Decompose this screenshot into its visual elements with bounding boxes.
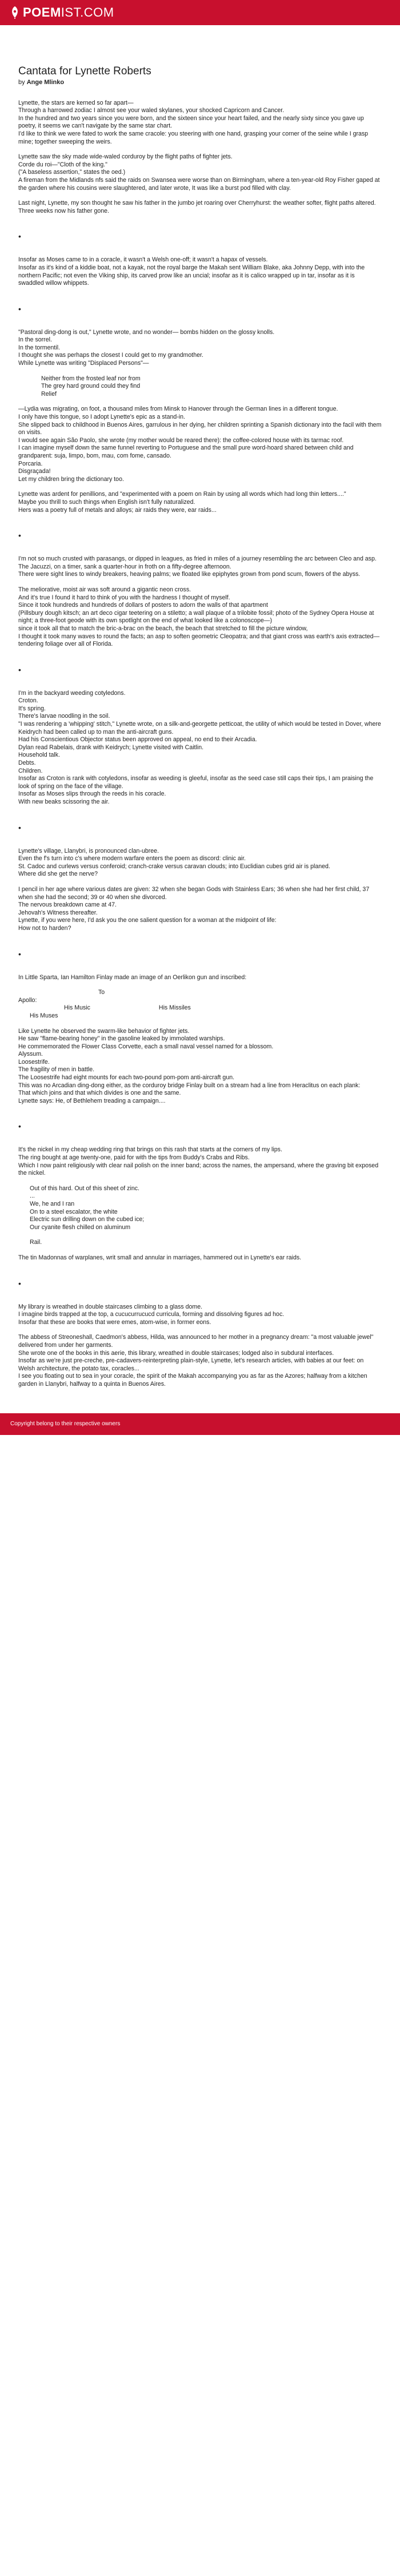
stanza (18, 1185, 382, 1232)
section-separator: • (18, 665, 21, 674)
stanza (18, 1334, 382, 1388)
section-separator: • (18, 304, 21, 313)
stanza (18, 1146, 382, 1177)
poem-line: Rail. (30, 1239, 42, 1246)
poem-line: Had his Conscientious Objector status been approved on appeal, no end to their Arcadia. (18, 736, 257, 744)
poem-line: And it's true I found it hard to think of you with the hardness I thought of myself. (18, 594, 230, 601)
poem-line: In the hundred and two years since you were born, and the sixteen since your heart failed, and the nearly sixty since you gave up poetry, it seems we can't navigate by the same star chart. (18, 114, 366, 130)
brand-bold: POEM (23, 5, 61, 19)
poem-line: I'm not so much crusted with parasangs, or dipped in leagues, as fried in miles of a journey resembling the arc between Cleo and asp. (18, 555, 377, 563)
poem-line: His Music His Missiles (64, 1004, 191, 1012)
poem-content (0, 25, 400, 1413)
poem-line: He saw "flame-bearing honey" in the gasoline leaked by immolated warships. (18, 1035, 225, 1043)
stanza (18, 886, 382, 933)
poem-line: He commemorated the Flower Class Corvette, each a small naval vessel named for a blossom. (18, 1043, 274, 1050)
poem-line: We, he and I ran (30, 1200, 75, 1207)
poem-line: Three weeks now his father gone. (18, 207, 109, 214)
stanza (18, 974, 382, 982)
section-separator: • (18, 949, 21, 959)
poem-line: I see you floating out to sea in your coracle, the spirit of the Makah accompanying you as far as the Azores; halfway from a kitchen garden in Llanybri, halfway to a quinta in Buenos Aires. (18, 1373, 369, 1388)
poem-line: I'd like to think we were fated to work the same cracole: you steering with one hand, grasping your corner of the seine while I grasp mine; together sweeping the weirs. (18, 130, 370, 145)
poem-line: St. Cadoc and curlews versus conferoid; cranch-crake versus caravan clouds; into Euclidian cubes grid air is planed. (18, 862, 330, 870)
poem-line: Insofar as we're just pre-creche, pre-cadavers-reinterpreting plain-style, Lynette, let's research articles, with babies at our feet: on Welsh architecture, the potato tax, coracles... (18, 1357, 366, 1372)
poem-line: The tin Madonnas of warplanes, writ small and annular in marriages, hammered out in Lynette's ear raids. (18, 1254, 302, 1261)
poem-line: ... (30, 1192, 35, 1200)
poem-line: Debts. (18, 760, 36, 767)
poem-line: In Little Sparta, Ian Hamilton Finlay made an image of an Oerlikon gun and inscribed: (18, 973, 247, 981)
poem-line: ("A baseless assertion," states the oed.) (18, 169, 126, 176)
poem-line: Hers was a poetry full of metals and alloys; air raids they were, ear raids... (18, 506, 217, 514)
poem-line: Relief (41, 390, 57, 397)
poem-line: With new beaks scissoring the air. (18, 798, 110, 805)
poem-line: I thought she was perhaps the closest I could get to my grandmother. (18, 352, 203, 359)
byline (18, 79, 382, 87)
stanza (18, 406, 382, 483)
poem-line: How not to harden? (18, 924, 71, 932)
stanza (18, 375, 382, 399)
poem-line: She slipped back to childhood in Buenos Aires, garrulous in her dying, her children sprinting a Spanish dictionary into the facil with them on visits. (18, 421, 383, 436)
poem-line: There's larvae noodling in the soil. (18, 713, 110, 720)
poem-line: I only have this tongue, so I adopt Lynette's epic as a stand-in. (18, 414, 185, 421)
poem-line: The meliorative, moist air was soft around a gigantic neon cross. (18, 586, 191, 593)
poem-line: Lynette's village, Llanybri, is pronounced clan-ubree. (18, 847, 159, 854)
author-link[interactable]: Ange Mlinko (26, 79, 65, 86)
section-separator: • (18, 1122, 21, 1131)
poem-line: Since it took hundreds and hundreds of dollars of posters to adorn the walls of that apartment (18, 602, 268, 609)
poem-line: Let my children bring the dictionary too. (18, 475, 124, 483)
poem-line: Insofar as Moses slips through the reeds in his coracle. (18, 790, 166, 798)
poem-line: Children. (18, 767, 43, 774)
poem-line: On to a steel escalator, the white (30, 1208, 118, 1215)
poem-line: since it took all that to match the bric-a-brac on the beach, the beach that stretched to fill the picture window, (18, 625, 308, 632)
site-header (0, 0, 400, 25)
poem-line: tendering foliage over all of Florida. (18, 641, 113, 648)
section-separator: • (18, 232, 21, 241)
poem-line: Last night, Lynette, my son thought he saw his father in the jumbo jet roaring over Cherryhurst: the weather softer, flight paths altered. (18, 200, 376, 207)
poem-line: Jehovah's Witness thereafter. (18, 909, 98, 916)
poem-line: Lynette saw the sky made wide-waled corduroy by the flight paths of fighter jets. (18, 153, 233, 161)
poem-line: Through a harrowed zodiac I almost see your waled skylanes, your shocked Capricorn and Cancer. (18, 107, 285, 114)
poem-line: The Jacuzzi, on a timer, sank a quarter-hour in froth on a fifty-degree afternoon. (18, 563, 231, 570)
poem-line: Dylan read Rabelais, drank with Keidrych; Lynette visited with Caitlin. (18, 744, 204, 751)
poem-line: Household talk. (18, 752, 61, 759)
poem-line: The fragility of men in battle. (18, 1066, 95, 1074)
poem-line: In the tormentil. (18, 344, 61, 351)
poem-line: This was no Arcadian ding-dong either, as the corduroy bridge Finlay built on a stream had a line from Heraclitus on each plank: (18, 1082, 361, 1089)
poem-line: —Lydia was migrating, on foot, a thousand miles from Minsk to Hanover through the German lines in a different tongue. (18, 406, 338, 413)
poem-line: In the sorrel. (18, 336, 52, 344)
stanza (18, 848, 382, 878)
poem-line: It's the nickel in my cheap wedding ring that brings on this rash that starts at the corners of my lips. (18, 1146, 282, 1154)
section-separator: • (18, 531, 21, 540)
poem-line: I can imagine myself down the same funnel reverting to Portuguese and the small pure word-hoard shared between child and grandparent: suja, limpo, bom, mau, com fome, cansado. (18, 444, 355, 459)
poem-line: While Lynette was writing "Displaced Persons"— (18, 360, 149, 367)
poem-line: She wrote one of the books in this aerie, this library, wreathed in double staircases; lodged also in subdural interfaces. (18, 1349, 334, 1357)
poem-body (18, 100, 382, 1389)
stanza (18, 153, 382, 192)
poem-line: Even the f's turn into c's where modern warfare enters the poem as discord: clinic air. (18, 855, 246, 862)
poem-line: I'm in the backyard weeding cotyledons. (18, 689, 126, 697)
poem-line: Our cyanite flesh chilled on aluminum (30, 1223, 131, 1231)
poem-line: Insofar as it's kind of a kiddie boat, not a kayak, not the royal barge the Makah sent William Blake, aka Johnny Depp, with into the northern Pacific; not even the Viking ship, its carved prow like an uncial; insofar as it is calico wrapped up in tar, insofar as it is swaddled willow whippets. (18, 264, 367, 287)
poem-line: The ring bought at age twenty-one, paid for with the tips from Buddy's Crabs and Ribs. (18, 1154, 250, 1162)
stanza (18, 200, 382, 215)
poem-line: Porcaria. (18, 460, 43, 467)
poem-line: Alyssum. (18, 1051, 43, 1058)
poem-line: The nervous breakdown came at 47. (18, 901, 117, 909)
brand-thin: IST.COM (61, 5, 114, 19)
stanza (18, 586, 382, 649)
poem-line: Insofar as Croton is rank with cotyledons, insofar as weeding is gleeful, insofar as the seed case still caps their tips, I am praising the look of spring on the face of the village. (18, 775, 375, 790)
poem-line: I would see again São Paolo, she wrote (my mother would be reared there): the coffee-colored house with its tarmac roof. (18, 436, 344, 444)
poem-line: Insofar as Moses came to in a coracle, it wasn't a Welsh one-off; it wasn't a hapax of vessels. (18, 256, 268, 264)
poem-line: Disgraçada! (18, 468, 51, 475)
poem-line: Like Lynette he observed the swarm-like behavior of fighter jets. (18, 1027, 190, 1035)
poem-line: Croton. (18, 697, 38, 705)
stanza (18, 1239, 382, 1247)
stanza (18, 256, 382, 287)
poem-line: Lynette, the stars are kerned so far apart— (18, 99, 134, 106)
poem-line: Electric sun drilling down on the cubed ice; (30, 1216, 145, 1223)
poem-line: "Pastoral ding-dong is out," Lynette wrote, and no wonder— bombs hidden on the glossy knolls. (18, 328, 275, 336)
stanza (18, 491, 382, 514)
poem-line: Maybe you thrill to such things when English isn't fully naturalized. (18, 498, 195, 506)
poem-line: (Pillsbury dough kitsch; an art deco cigar teetering on a stiletto; a wall plaque of a trilobite fossil; photo of the Sydney Opera House at night; a three-foot geode with its own spotlight on the end of what looked like a colonoscope—) (18, 609, 376, 625)
stanza (18, 989, 382, 1020)
poem-line: The grey hard ground could they find (41, 383, 141, 390)
poem-line: Apollo: (18, 996, 37, 1004)
stanza (18, 555, 382, 579)
by-label: by (18, 79, 25, 86)
poem-line: Insofar that these are books that were emes, atom-wise, in former eons. (18, 1318, 211, 1326)
quill-icon (10, 6, 19, 19)
stanza (18, 1028, 382, 1106)
copyright-text: Copyright belong to their respective owners (10, 1421, 121, 1427)
poem-line: Out of this hard. Out of this sheet of zinc. (30, 1184, 139, 1192)
poem-line: Loosestrife. (18, 1058, 50, 1066)
stanza (18, 329, 382, 368)
poem-line: Lynette says: He, of Bethlehem treading a campaign.... (18, 1097, 166, 1104)
poem-line: That which joins and that which divides is one and the same. (18, 1090, 181, 1097)
poem-line: His Muses (30, 1012, 58, 1019)
poem-line: A fireman from the Midlands nfs said the raids on Swansea were worse than on Birmingham, where a ten-year-old Roy Fisher gaped at the garden where his cousins were slaughtered, and later wrote, It was like a burst pod filled with clay. (18, 176, 382, 192)
section-separator: • (18, 822, 21, 832)
poem-line: I thought it took many waves to round the facts; an asp to soften geometric Cleopatra; and that giant cross was earth's axis extracted— (18, 633, 380, 640)
poem-line: My library is wreathed in double staircases climbing to a glass dome. (18, 1303, 203, 1310)
poem-line: "I was rendering a 'whipping' stitch," Lynette wrote, on a silk-and-georgette petticoat, the utility of which would be tested in Dover, where Keidrych had been called up to man the anti-aircraft guns. (18, 721, 383, 736)
poem-line: Which I now paint religiously with clear nail polish on the inner band; across the names, the ampersand, where the graving bit exposed the nickel. (18, 1162, 381, 1177)
poem-title: Cantata for Lynette Roberts (18, 65, 151, 77)
poem-line: Neither from the frosted leaf nor from (41, 375, 141, 382)
section-separator: • (18, 1278, 21, 1288)
stanza (18, 1254, 382, 1262)
poem-line: I imagine birds trapped at the top, a cucucurrucucd curricula, forming and dissolving figures ad hoc. (18, 1311, 285, 1318)
site-footer (0, 1413, 400, 1435)
poem-line: Lynette was ardent for penillions, and "experimented with a poem on Rain by using all words which had long thin letters...." (18, 491, 346, 498)
poem-line: To (98, 989, 105, 996)
poem-line: It's spring. (18, 705, 46, 712)
stanza (18, 100, 382, 146)
poem-line: The abbess of Streoneshall, Caedmon's abbess, Hilda, was announced to her mother in a pregnancy dream: "a most valuable jewel" delivered from under her garments. (18, 1334, 375, 1349)
poem-line: The Loosestrife had eight mounts for each two-pound pom-pom anti-aircraft gun. (18, 1074, 235, 1082)
poem-line: Lynette, if you were here, I'd ask you the one salient question for a woman at the midpoint of life: (18, 917, 277, 924)
stanza (18, 690, 382, 806)
site-logo[interactable] (10, 5, 114, 20)
poem-line: Where did she get the nerve? (18, 870, 98, 878)
poem-line: There were sight lines to windy breakers, heaving palms; we floated like epiphytes grown from pond scum, flowers of the abyss. (18, 571, 361, 578)
poem-line: Corde du roi—"Cloth of the king." (18, 161, 107, 168)
stanza (18, 1303, 382, 1327)
poem-line: I pencil in her age where various dates are given: 32 when she began Gods with Stainless Ears; 36 when she had her first child, 37 when she had the second; 39 or 40 when she divorced. (18, 885, 371, 901)
